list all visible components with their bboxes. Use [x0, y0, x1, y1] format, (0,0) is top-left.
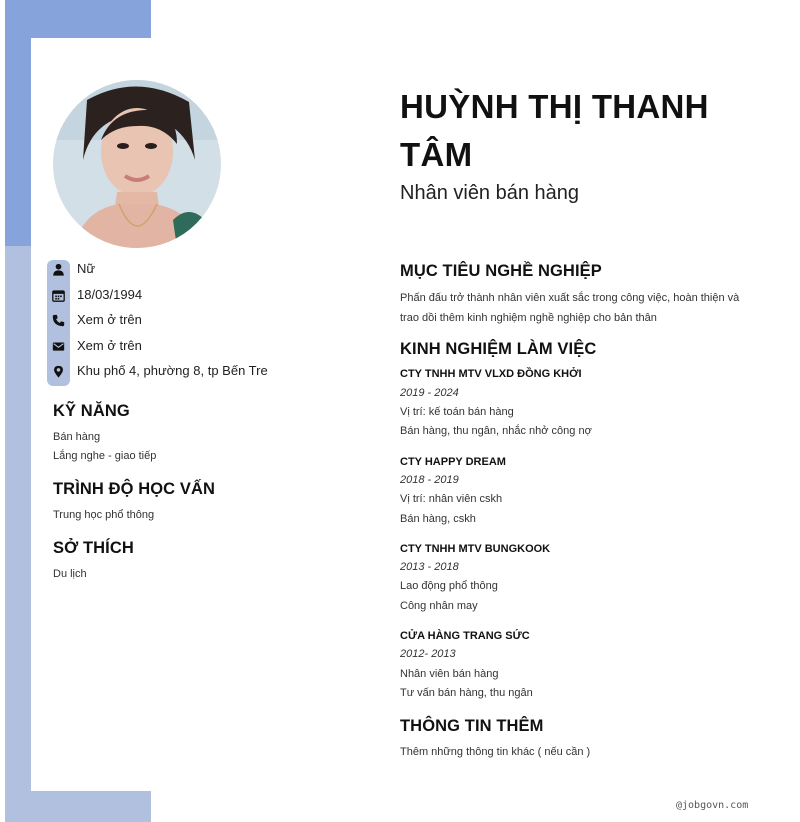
- job-detail: Vị trí: nhân viên cskh: [400, 493, 503, 505]
- experience-heading: KINH NGHIỆM LÀM VIỆC: [400, 340, 597, 358]
- skill-item: Bán hàng: [53, 431, 101, 443]
- skills-heading: KỸ NĂNG: [53, 402, 130, 420]
- location-pin-icon: [52, 365, 65, 378]
- job-period: 2012- 2013: [400, 648, 456, 660]
- contact-address: Khu phố 4, phường 8, tp Bến Tre: [47, 362, 347, 382]
- hobby-item: Du lịch: [53, 568, 87, 580]
- education-heading: TRÌNH ĐỘ HỌC VẤN: [53, 480, 216, 498]
- additional-info-text: Thêm những thông tin khác ( nếu cần ): [400, 746, 591, 758]
- profile-photo: [53, 80, 221, 248]
- hobbies-heading: SỞ THÍCH: [53, 539, 134, 557]
- watermark: @jobgovn.com: [676, 800, 749, 811]
- job-company: CTY HAPPY DREAM: [400, 456, 506, 468]
- mail-icon: [52, 340, 65, 353]
- job-period: 2019 - 2024: [400, 387, 459, 399]
- job-detail: Tư vấn bán hàng, thu ngân: [400, 687, 533, 699]
- additional-info-heading: THÔNG TIN THÊM: [400, 717, 544, 735]
- job-detail: Nhân viên bán hàng: [400, 668, 499, 680]
- objective-text: Phấn đấu trở thành nhân viên xuất sắc trong công việc, hoàn thiện và trao dồi thêm kinh nghiệm nghề nghiệp cho bản thân: [400, 292, 740, 324]
- job-company: CTY TNHH MTV VLXD ĐỒNG KHỞI: [400, 368, 582, 380]
- skill-item: Lắng nghe - giao tiếp: [53, 450, 157, 462]
- job-detail: Bán hàng, cskh: [400, 513, 476, 525]
- calendar-icon: [52, 289, 65, 302]
- job-company: CỬA HÀNG TRANG SỨC: [400, 630, 530, 642]
- job-period: 2013 - 2018: [400, 561, 459, 573]
- candidate-name: HUỲNH THỊ THANH TÂM: [400, 88, 709, 173]
- job-detail: Lao động phổ thông: [400, 580, 498, 592]
- job-company: CTY TNHH MTV BUNGKOOK: [400, 543, 551, 555]
- job-detail: Bán hàng, thu ngân, nhắc nhở công nợ: [400, 425, 592, 437]
- job-detail: Vị trí: kế toán bán hàng: [400, 406, 514, 418]
- education-item: Trung học phổ thông: [53, 509, 155, 521]
- person-icon: [52, 263, 65, 276]
- candidate-title: Nhân viên bán hàng: [400, 182, 580, 204]
- objective-heading: MỤC TIÊU NGHỀ NGHIỆP: [400, 262, 602, 280]
- phone-icon: [52, 314, 65, 327]
- contact-phone: Xem ở trên: [47, 311, 347, 331]
- contact-birthday: 18/03/1994: [47, 286, 347, 306]
- job-detail: Công nhân may: [400, 600, 478, 612]
- contact-email: Xem ở trên: [47, 337, 347, 357]
- job-period: 2018 - 2019: [400, 474, 459, 486]
- contact-gender: Nữ: [47, 260, 347, 280]
